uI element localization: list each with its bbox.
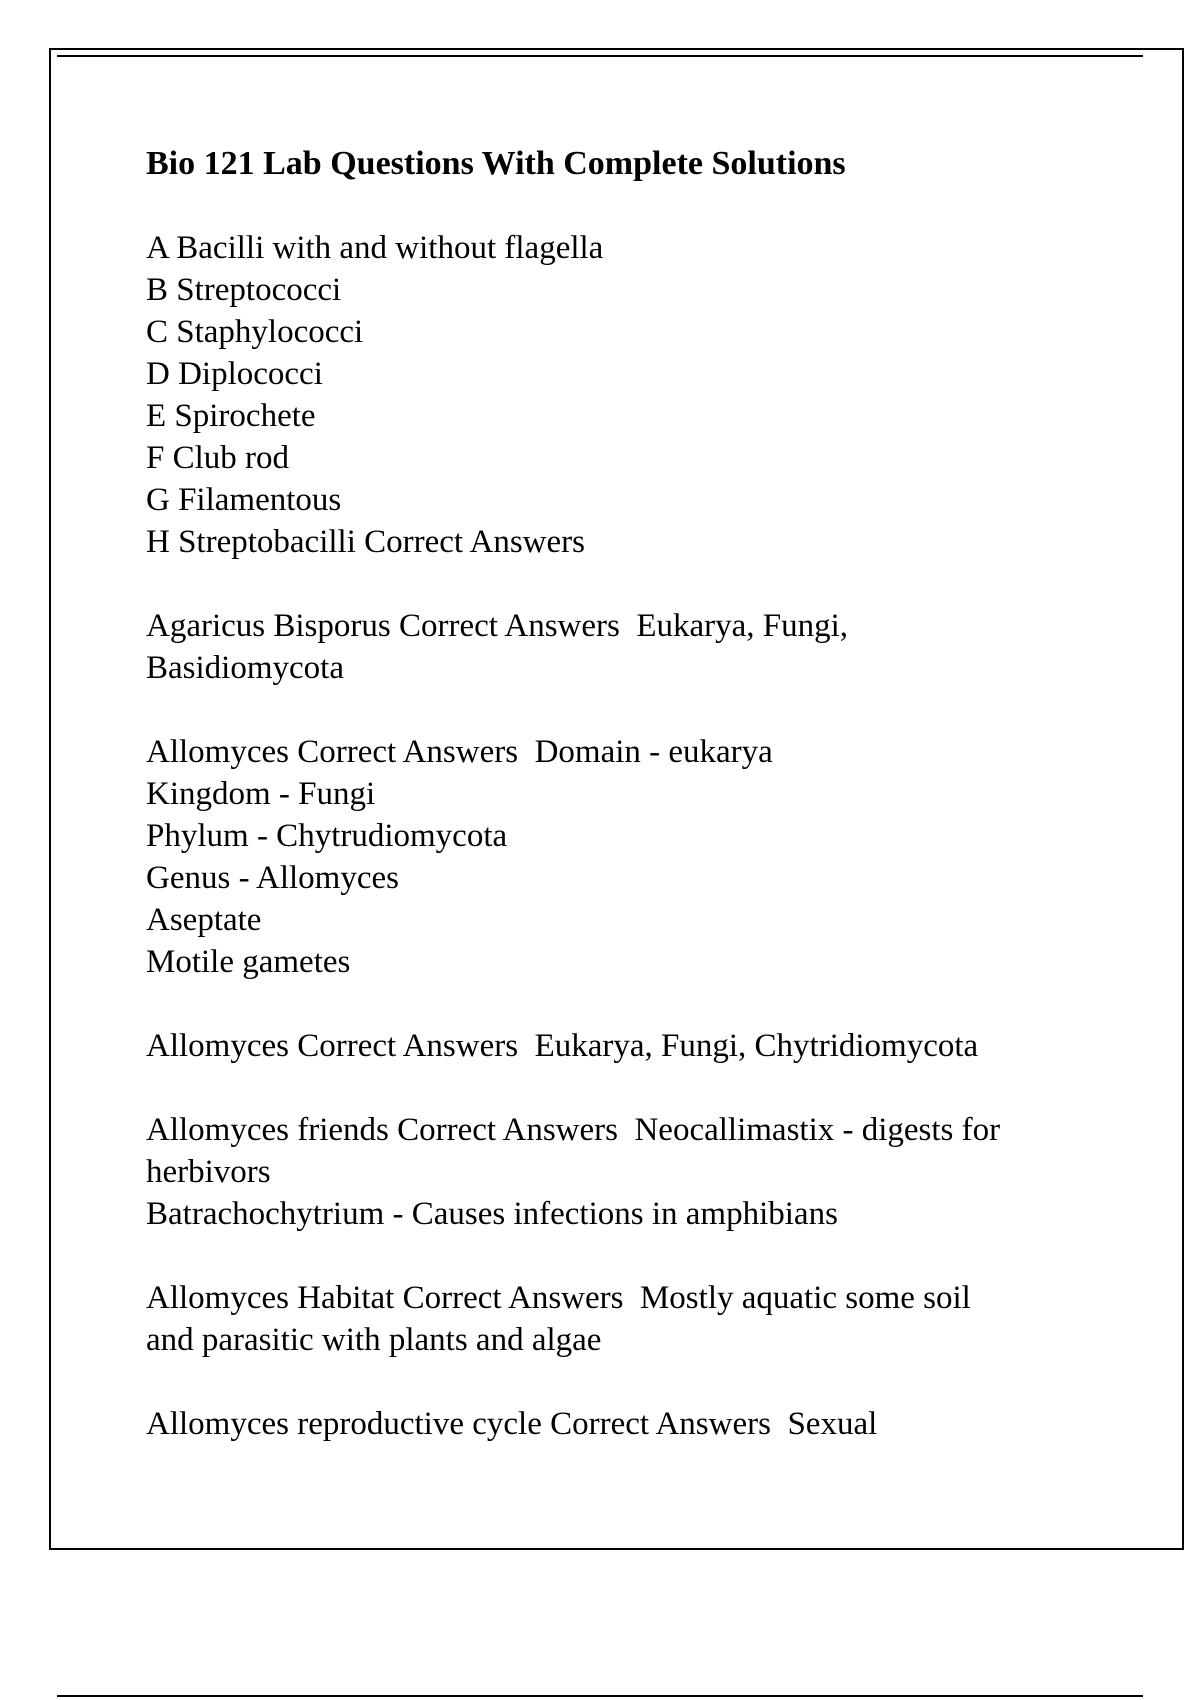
text-line: D Diplococci [146,356,323,392]
text-line: Kingdom - Fungi [146,776,376,812]
text-line: Phylum - Chytrudiomycota [146,818,508,854]
text-line: Agaricus Bisporus Correct Answers Eukarya, Fungi, [146,608,849,644]
document-body [146,143,1146,1487]
text-line: E Spirochete [146,398,316,434]
text-line: Motile gametes [146,944,351,980]
text-line: Genus - Allomyces [146,860,399,896]
qa-block-allomyces-habitat [146,1277,1146,1361]
text-line: Allomyces Correct Answers Domain - eukarya [146,734,773,770]
text-line: H Streptobacilli Correct Answers [146,524,585,560]
qa-block-allomyces-friends [146,1109,1146,1235]
footer-rule [57,1695,1143,1697]
qa-block-allomyces-reproduction [146,1403,1146,1445]
qa-block-allomyces [146,1025,1146,1067]
document-title: Bio 121 Lab Questions With Complete Solutions [146,145,846,182]
qa-block-bacteria-shapes [146,227,1146,563]
text-line: Allomyces Habitat Correct Answers Mostly aquatic some soil [146,1280,971,1316]
text-line: Allomyces friends Correct Answers Neocallimastix - digests for [146,1112,1001,1148]
text-line: Basidiomycota [146,650,344,686]
text-line: B Streptococci [146,272,342,308]
text-line: Allomyces Correct Answers Eukarya, Fungi, Chytridiomycota [146,1028,979,1064]
text-line: and parasitic with plants and algae [146,1322,602,1358]
qa-block-agaricus [146,605,1146,689]
text-line: C Staphylococci [146,314,364,350]
text-line: Batrachochytrium - Causes infections in amphibians [146,1196,838,1232]
text-line: herbivors [146,1154,271,1190]
text-line: G Filamentous [146,482,342,518]
text-line: Allomyces reproductive cycle Correct Answers Sexual [146,1406,878,1442]
text-line: Aseptate [146,902,262,938]
text-line: F Club rod [146,440,290,476]
text-line: A Bacilli with and without flagella [146,230,604,266]
qa-block-allomyces-classification [146,731,1146,983]
